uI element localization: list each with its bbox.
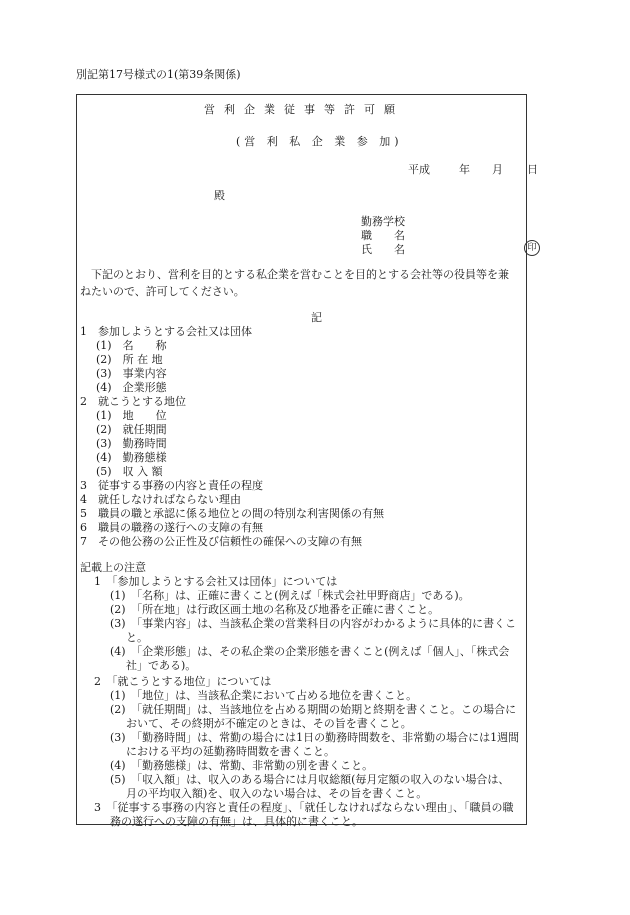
list-item: (1) 名 称: [96, 339, 167, 352]
note-line: (2) 「所在地」は行政区画土地の名称及び地番を正確に書くこと。: [110, 603, 440, 616]
note-line: (3) 「勤務時間」は、常勤の場合には1日の勤務時間数を、非常勤の場合には1週間: [110, 731, 520, 744]
list-item: (4) 企業形態: [96, 381, 167, 394]
note-line: (1) 「名称」は、正確に書くこと(例えば「株式会社甲野商店」である)。: [110, 589, 470, 602]
form-number: 別記第17号様式の1(第39条関係): [76, 68, 241, 81]
seal-mark: 印: [524, 240, 540, 256]
list-item: (2) 所 在 地: [96, 353, 163, 366]
list-item: (5) 収 入 額: [96, 465, 163, 478]
date-month: 月: [492, 163, 503, 176]
date-era: 平成: [408, 163, 430, 176]
list-item: (2) 就任期間: [96, 423, 167, 436]
notes-title: 記載上の注意: [80, 561, 146, 574]
list-item: (3) 事業内容: [96, 367, 167, 380]
request-text-line: ねたいので、許可してください。: [80, 285, 245, 298]
note-line: (1) 「地位」は、当該私企業において占める地位を書くこと。: [110, 689, 418, 702]
note-line: と。: [126, 631, 148, 644]
ki-heading: 記: [311, 311, 322, 324]
name-label: 氏 名: [361, 243, 405, 256]
note-line: (3) 「事業内容」は、当該私企業の営業科目の内容がわかるように具体的に書くこ: [110, 617, 517, 630]
list-item: (3) 勤務時間: [96, 437, 167, 450]
note-line: 3 「従事する事務の内容と責任の程度」、「就任しなければならない理由」、「職員の職: [94, 801, 514, 814]
list-item: (1) 地 位: [96, 409, 167, 422]
list-item: 6 職員の職務の遂行への支障の有無: [80, 521, 263, 534]
form-title: 営利企業従事等許可願: [204, 103, 404, 116]
note-line: 1 「参加しようとする会社又は団体」については: [94, 575, 338, 588]
school-label: 勤務学校: [361, 215, 405, 228]
addressee-suffix: 殿: [214, 189, 225, 202]
note-line: 社」である)。: [126, 659, 197, 672]
list-item: 5 職員の職と承認に係る地位との間の特別な利害関係の有無: [80, 507, 384, 520]
request-text-line: 下記のとおり、営利を目的とする私企業を営むことを目的とする会社等の役員等を兼: [80, 268, 509, 281]
note-line: (5) 「収入額」は、収入のある場合には月収総額(毎月定額の収入のない場合は、: [110, 773, 510, 786]
date-year: 年: [459, 163, 470, 176]
list-item: (4) 勤務態様: [96, 451, 167, 464]
post-label: 職 名: [361, 229, 405, 242]
note-line: 2 「就こうとする地位」については: [94, 675, 272, 688]
note-line: における平均の延勤務時間数を書くこと。: [126, 745, 335, 758]
list-item: 1 参加しようとする会社又は団体: [80, 325, 252, 338]
note-line: 務の遂行への支障の有無」は、具体的に書くこと。: [110, 815, 363, 828]
list-item: 2 就こうとする地位: [80, 395, 186, 408]
list-item: 3 従事する事務の内容と責任の程度: [80, 479, 263, 492]
list-item: 4 就任しなければならない理由: [80, 493, 241, 506]
note-line: (2) 「就任期間」は、当該地位を占める期間の始期と終期を書くこと。この場合に: [110, 703, 517, 716]
note-line: (4) 「勤務態様」は、常勤、非常勤の別を書くこと。: [110, 759, 374, 772]
note-line: 月の平均収入額)を、収入のない場合は、その旨を書くこと。: [126, 787, 428, 800]
note-line: おいて、その終期が不確定のときは、その旨を書くこと。: [126, 717, 412, 730]
form-subtitle: (営 利 私 企 業 参 加): [236, 135, 403, 148]
date-day: 日: [527, 163, 538, 176]
note-line: (4) 「企業形態」は、その私企業の企業形態を書くこと(例えば「個人」、「株式会: [110, 645, 510, 658]
list-item: 7 その他公務の公正性及び信頼性の確保への支障の有無: [80, 535, 362, 548]
